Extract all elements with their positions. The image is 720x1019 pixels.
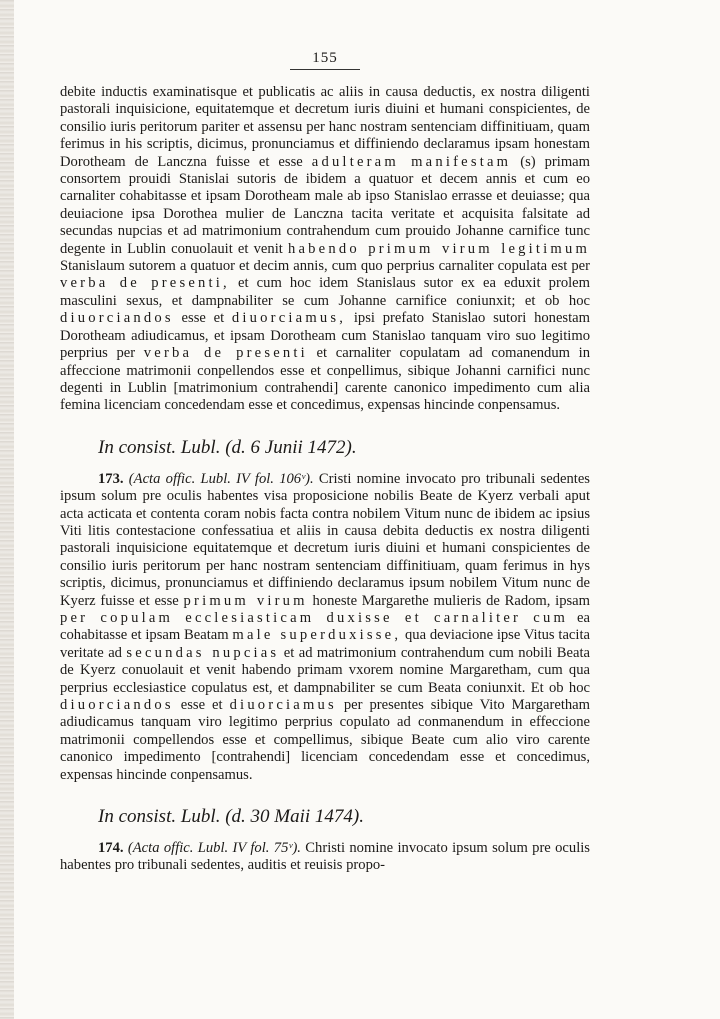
page-number: 155 <box>312 50 338 66</box>
text-run: per presentes sibique Vito Margaretham adiudicamus tanquam viro legitimo perprius copulato ad conmanendum in effeccione matrimonii compellendos esse et compellimus, sibique Beate cum alio viro carente canonico impedimento [contrahendi] licenciam concedendam esse et concedimus, expensas hincinde conpensamus. <box>60 697 590 783</box>
spaced-text: male superduxisse, <box>232 627 402 644</box>
spaced-text: diuorciandos <box>60 310 174 327</box>
intro-paragraph <box>60 84 590 415</box>
text-run: (s) primam consortem prouidi Stanislai sutoris de ibidem a quatuor et decem annis et cum eo carnaliter cohabitasse et ipsam Dorotheam male ab ipso Stanislao errasse et deuiasse; qua deuiacione ipsa Dorothea mulier de Lanczna tacita veritate et acquisita falsitate ad secundas nupcias et ad matrimonium contrahendum cum prouido Johanne carnifice tunc degente in Lublin conuolauit et venit <box>60 153 590 257</box>
entry-174 <box>60 840 590 875</box>
text-run: ipsi prefato Stanislao sutori honestam Dorotheam adiudicamus, et ipsam Dorotheam cum Stanislao tanquam viro suo legitimo perprius per <box>60 310 590 362</box>
spaced-text: per copulam ecclesiasticam duxisse et carnaliter cum <box>60 609 569 626</box>
text-run: Christi nomine invocato ipsum solum pre oculis habentes pro tribunali sedentes, auditis et reuisis propo- <box>60 840 590 874</box>
text-run: et carnaliter copulatam ad comanendum in affeccione matrimonii conpellendos esse et conpellimus, sibique Johanni carnifici nunc degenti in Lublin [matrimonium contrahendi] carente canonico impedimento cum alia femina licenciam concedendam esse et concedimus, expensas hincinde conpensamus. <box>60 345 590 414</box>
text-run: esse et <box>173 310 232 327</box>
spaced-text: primum virum <box>183 592 308 609</box>
section-heading-1472: In consist. Lubl. (d. 6 Junii 1472). <box>98 436 357 458</box>
text-run: debite inductis examinatisque et publicatis ac aliis in causa deductis, ex nostra diligenti pastorali inquisicione, equitatemque et decretum iuris diuini et humani conspicientes, de consilio iuris peritorum pariter et assensu per hanc nostram sentenciam diffinitiuam, quam ferimus in his scriptis, dicimus, pronunciamus et diffiniendo declaramus ipsam honestam Dorotheam de Lanczna fuisse et esse <box>60 84 590 170</box>
page-number-rule <box>290 69 360 70</box>
section-heading-1474: In consist. Lubl. (d. 30 Maii 1474). <box>98 806 364 828</box>
spaced-text: adulteram manifestam <box>311 153 512 170</box>
spaced-text: diuorciamus <box>229 697 337 713</box>
spaced-text: diuorciamus, <box>231 310 347 327</box>
entry-reference: (Acta offic. Lubl. IV fol. 75ᵛ). <box>127 840 301 857</box>
text-run: Stanislaum sutorem a quatuor et decim annis, cum quo perprius carnaliter copulata est per <box>60 258 590 275</box>
spaced-text: verba de presenti, <box>60 275 230 292</box>
spaced-text: habendo primum virum legitimum <box>287 240 590 257</box>
spaced-text: secundas nupcias <box>126 644 280 661</box>
entry-number: 173. <box>98 470 124 487</box>
spaced-text: diuorciandos <box>60 697 174 713</box>
page-content <box>60 50 590 875</box>
text-run: qua deviacione ipse Vitus tacita veritate ad <box>60 627 590 661</box>
entry-173 <box>60 471 590 784</box>
text-run: et ad matrimonium contrahendum cum nobili Beata de Kyerz conuolauit et venit habendo primam vxorem nomine Margaretham, cum qua perprius ecclesiastice copulatus est, et dampnabiliter se cum Beata coniunxit. Et ob hoc <box>60 644 591 696</box>
text-run: esse et <box>173 697 230 713</box>
spaced-text: verba de presenti <box>143 345 308 362</box>
entry-number: 174. <box>98 840 124 857</box>
text-run: honeste Margarethe mulieris de Radom, ipsam <box>307 592 591 609</box>
text-run: et cum hoc idem Stanislaus sutor ex ea eduxit prolem masculini sexus, et dampnabiliter se cum Johanne carnifice coniunxit; et ob hoc <box>60 275 590 309</box>
text-run: Cristi nomine invocato pro tribunali sedentes ipsum solum pre oculis habentes visa proposicione nobilis Beate de Kyerz verbali aput acta acticata et contenta coram nobis facta contra nobilem Vitum nunc de ibidem ac ipsius Viti litis contestacione confessatiua et aliis in causa debita deductis ex nostra diligenti pastorali inquisicione equitatemque et decretum iuris diuini et humani conspicientes de consilio iuris peritorum per hanc nostram sentenciam diffinitiuam, quam ferimus in hys scriptis, dicimus, pronunciamus et diffiniendo declaramus ipsum nobilem Vitum nunc de Kyerz fuisse et esse <box>60 470 590 609</box>
text-run: ea cohabitasse et ipsam Beatam <box>60 609 590 644</box>
entry-reference: (Acta offic. Lubl. IV fol. 106ᵛ). <box>128 470 314 487</box>
scan-margin-shadow <box>0 0 14 1019</box>
